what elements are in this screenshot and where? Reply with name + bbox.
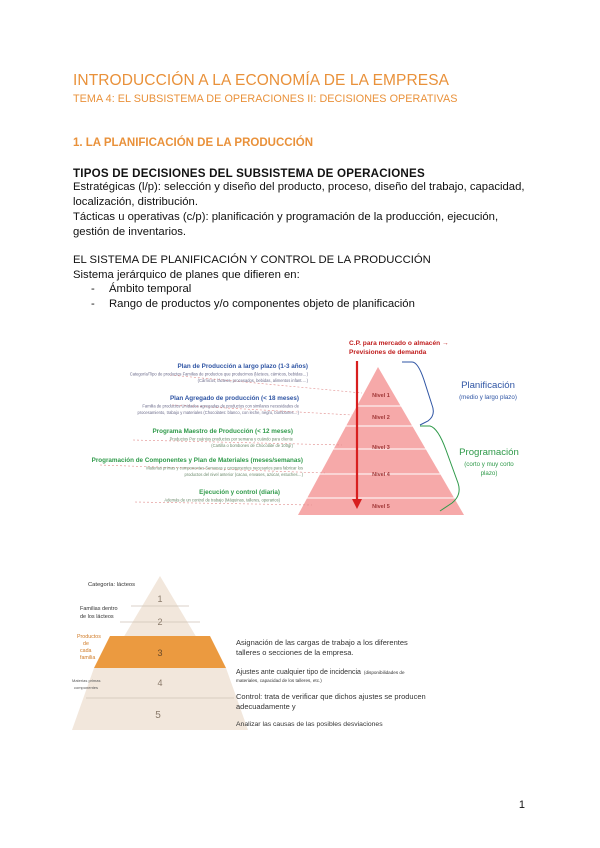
level-label: Nivel 2 (372, 415, 390, 421)
plan-title: Plan Agregado de producción (< 18 meses) (169, 395, 299, 402)
level-number: 4 (157, 678, 163, 688)
left-label: de los lácteos (80, 614, 114, 620)
plan-note: Categoría/Tipo de productos Familias de productos que producimos (lácteos, cárnicos, bebidas…) (129, 371, 308, 377)
level-number: 2 (157, 617, 163, 627)
system-intro: Sistema jerárquico de planes que difieren en: (73, 269, 300, 281)
page-number: 1 (518, 799, 525, 811)
right-text: materiales, capacidad de los talleres, etc.) (236, 678, 322, 683)
text-line-tactical: Tácticas u operativas (c/p): planificación y programación de la producción, ejecución, (73, 211, 499, 223)
left-label: familia (80, 655, 96, 661)
arrow-label: Previsiones de demanda (349, 349, 427, 356)
plan-title: Ejecución y control (diaria) (199, 489, 280, 496)
plan-note: (Cárnicos, lácteos, procesados, bebidas, alimentos infant.…) (197, 378, 308, 383)
plan-level-2 (137, 395, 299, 415)
level-number: 1 (157, 594, 163, 604)
level-label: Nivel 5 (372, 504, 390, 510)
plan-note: Materias primas y componentes Semanas y componentes necesarios para fabricar los (146, 465, 303, 471)
right-text: Ajustes ante cualquier tipo de incidencia (disponibilidades de (236, 669, 405, 676)
section-heading: 1. LA PLANIFICACIÓN DE LA PRODUCCIÓN (73, 137, 314, 149)
right-text: Analizar las causas de las posibles desviaciones (236, 721, 383, 728)
lacteos-pyramid-diagram (0, 570, 600, 740)
arrow-label: C.P. para mercado o almacén → (349, 340, 449, 347)
text-line-strategic-cont: localización, distribución. (73, 196, 198, 208)
planning-bracket (402, 362, 433, 425)
plan-level-4 (92, 457, 304, 477)
right-text: Control: trata de verificar que dichos ajustes se producen (236, 692, 426, 701)
plan-level-3 (152, 428, 293, 448)
subsection-heading: TIPOS DE DECISIONES DEL SUBSISTEMA DE OPERACIONES (73, 167, 425, 180)
plan-title: Plan de Producción a largo plazo (1-3 años) (177, 363, 308, 370)
plan-note: Además de un control de trabajo (Máquinas, talleres, operarios) (164, 497, 280, 503)
left-label: Productos (77, 634, 101, 640)
text-line-tactical-cont: gestión de inventarios. (73, 226, 187, 238)
left-label: de (83, 641, 89, 647)
right-text: Asignación de las cargas de trabajo a los diferentes (236, 638, 408, 647)
left-label: Familias dentro (80, 606, 118, 612)
text-line-strategic: Estratégicas (l/p): selección y diseño del producto, proceso, diseño del trabajo, capacidad, (73, 181, 525, 193)
level-label: Nivel 4 (372, 472, 390, 478)
level-label: Nivel 1 (372, 393, 390, 399)
planning-label: Planificación (461, 380, 515, 391)
left-label: componentes (74, 685, 99, 690)
level-number: 5 (155, 710, 161, 721)
plan-note: (Cartilla o bombones de Chocolate de 100gr) (211, 443, 293, 448)
planning-sublabel: (medio y largo plazo) (459, 394, 517, 401)
left-label: cada (80, 648, 92, 654)
list-item: - Rango de productos y/o componentes objeto de planificación (91, 298, 415, 310)
list-item: - Ámbito temporal (91, 283, 192, 295)
right-text: adecuadamente y (236, 702, 296, 711)
plan-note: Productos Por cuántos productos por semana y cuándo para cliente (169, 436, 293, 442)
plan-title: Programa Maestro de Producción (< 12 meses) (152, 428, 293, 435)
right-text: talleres o secciones de la empresa. (236, 648, 354, 657)
plan-note: Familia de productos Unidades agregadas de productos con similares necesidades de (142, 403, 299, 409)
planning-pyramid-diagram (0, 325, 600, 525)
plan-note: productos del nivel anterior (cacao, envases, azúcar, estuches…) (184, 472, 303, 477)
plan-title: Programación de Componentes y Plan de Materiales (meses/semanas) (91, 457, 303, 464)
left-label: Materias primas (72, 678, 101, 683)
system-heading: EL SISTEMA DE PLANIFICACIÓN Y CONTROL DE LA PRODUCCIÓN (73, 254, 431, 266)
document-subtitle: TEMA 4: EL SUBSISTEMA DE OPERACIONES II: DECISIONES OPERATIVAS (73, 93, 458, 105)
document-title: INTRODUCCIÓN A LA ECONOMÍA DE LA EMPRESA (73, 72, 450, 89)
programming-sublabel: (corto y muy corto (464, 461, 514, 468)
programming-sublabel: plazo) (480, 470, 498, 477)
plan-note: procesamiento, trabajo y materiales (Chocolates: blanco, con leche, negro, bombones…) (137, 410, 299, 415)
programming-label: Programación (459, 447, 519, 458)
plan-level-5 (164, 489, 280, 503)
level-label: Nivel 3 (372, 445, 390, 451)
left-label: Categoría: lácteos (88, 582, 136, 588)
plan-level-1 (130, 363, 309, 383)
level-number: 3 (157, 648, 163, 658)
